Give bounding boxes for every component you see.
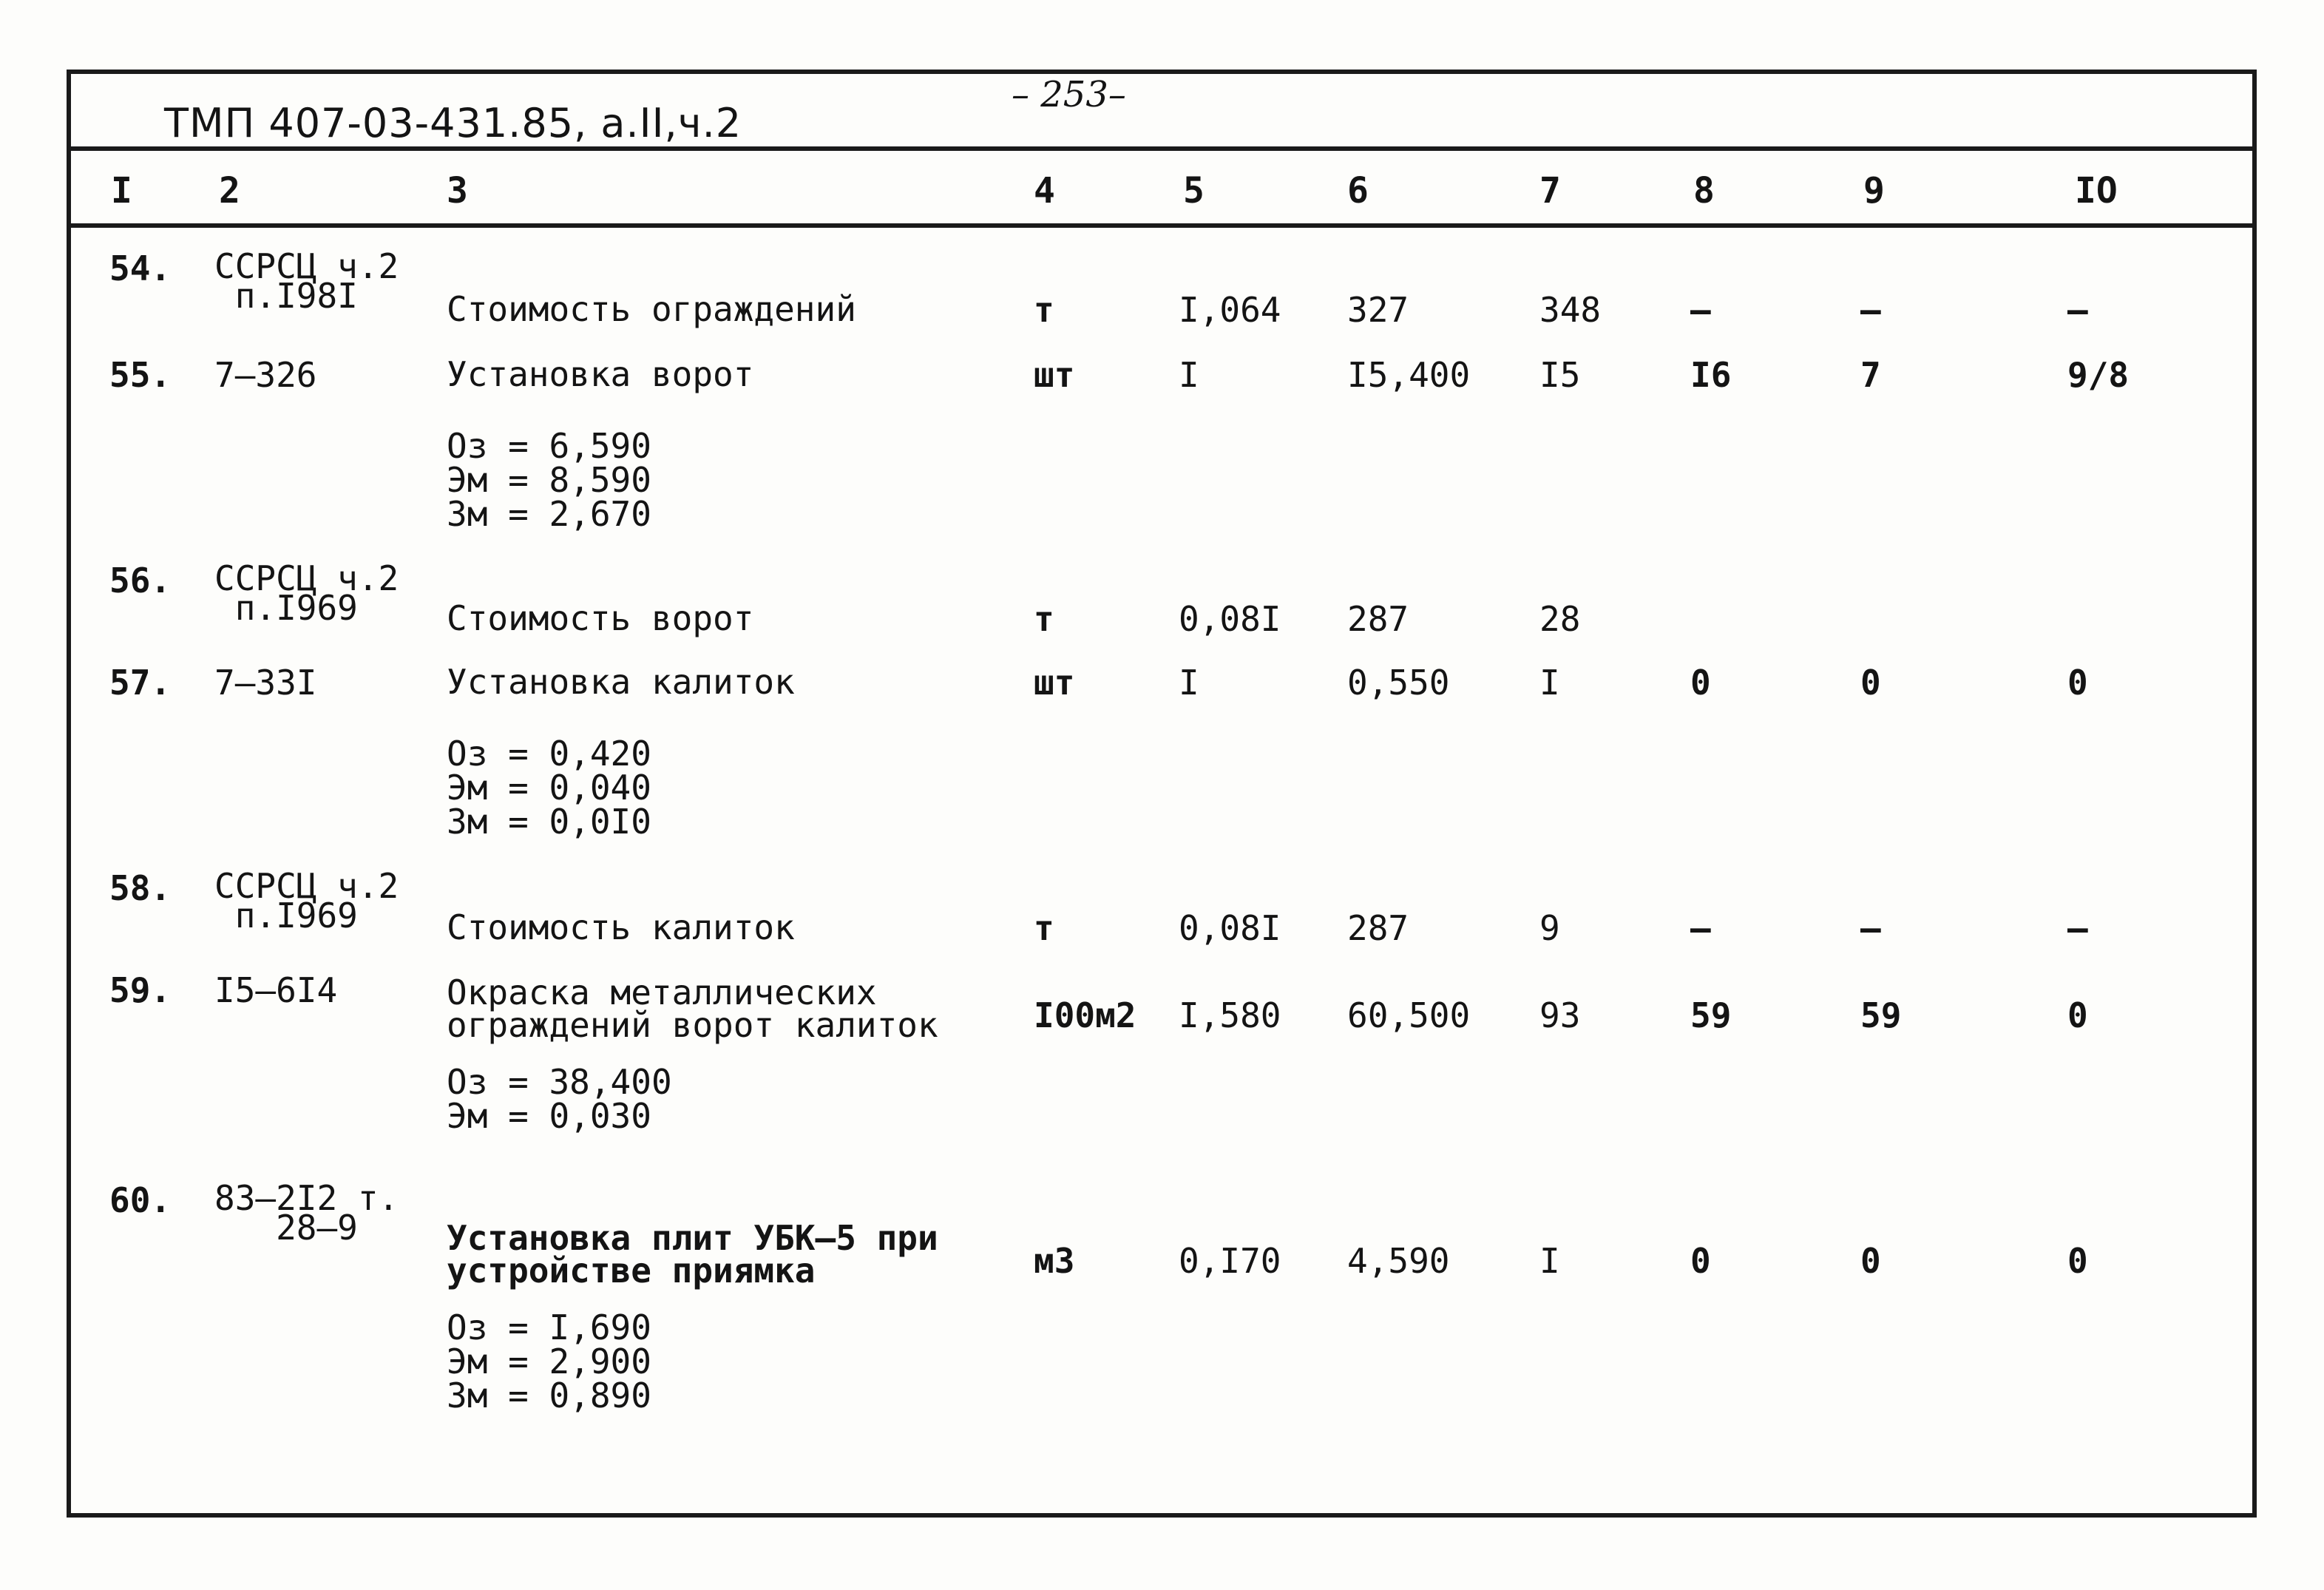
row-number: 59. (109, 970, 172, 1010)
row-unit-price: 287 (1347, 908, 1409, 948)
row-description: Стоимость ворот (447, 598, 754, 638)
column-header-4: 4 (1034, 170, 1055, 212)
row-code: ССРСЦ ч.2 п.I969 (214, 866, 399, 936)
row-number: 58. (109, 868, 172, 908)
row-col10: 0 (2067, 995, 2088, 1035)
row-code: 83–2I2 т. 28–9 (214, 1178, 399, 1248)
row-description: Установка калиток (447, 662, 795, 702)
row-code: ССРСЦ ч.2 п.I969 (214, 558, 399, 628)
row-unit-price: I5,400 (1347, 355, 1471, 395)
row-description: Установка ворот (447, 354, 754, 394)
column-header-5: 5 (1183, 170, 1205, 212)
row-formula: Оз = 0,420 Эм = 0,040 Зм = 0,0I0 (447, 734, 651, 842)
row-description: Стоимость калиток (447, 907, 795, 947)
row-col9: 7 (1860, 355, 1881, 395)
document-reference-part: а.II,ч.2 (600, 100, 742, 151)
row-quantity: I (1179, 355, 1199, 395)
row-col8: 59 (1690, 995, 1732, 1035)
row-unit-price: 327 (1347, 290, 1409, 330)
row-code: 7–33I (214, 663, 317, 703)
row-number: 56. (109, 561, 172, 601)
column-header-6: 6 (1347, 170, 1369, 212)
row-unit: т (1034, 908, 1054, 948)
column-header-8: 8 (1693, 170, 1715, 212)
row-col9: 59 (1860, 995, 1902, 1035)
row-total: 9 (1539, 908, 1560, 948)
row-code: 7–326 (214, 355, 317, 395)
row-unit: м3 (1034, 1241, 1075, 1281)
row-total: 348 (1539, 290, 1602, 330)
document-reference-prefix: ТМП 407-03-431.85, (164, 100, 601, 146)
row-formula: Оз = 6,590 Эм = 8,590 Зм = 2,670 (447, 426, 651, 534)
row-total: 93 (1539, 995, 1581, 1035)
row-unit-price: 60,500 (1347, 995, 1471, 1035)
row-description: Окраска металлических ограждений ворот калиток (447, 972, 938, 1045)
row-col8: – (1690, 908, 1711, 948)
row-code: ССРСЦ ч.2 п.I98I (214, 246, 399, 316)
row-quantity: 0,08I (1179, 599, 1281, 639)
page-number: – 253– (1012, 74, 1126, 115)
row-unit: I00м2 (1034, 995, 1136, 1035)
row-col10: 0 (2067, 1241, 2088, 1281)
row-col10: 0 (2067, 663, 2088, 703)
row-unit: шт (1034, 663, 1075, 703)
row-col8: – (1690, 290, 1711, 330)
row-col8: I6 (1690, 355, 1732, 395)
row-description: Установка плит УБК–5 при устройстве приямка (447, 1218, 938, 1290)
row-total: I (1539, 663, 1560, 703)
row-code: I5–6I4 (214, 970, 338, 1010)
row-total: I5 (1539, 355, 1581, 395)
row-quantity: 0,I70 (1179, 1241, 1281, 1281)
row-number: 60. (109, 1180, 172, 1220)
row-col8: 0 (1690, 1241, 1711, 1281)
row-description: Стоимость ограждений (447, 289, 856, 329)
row-number: 55. (109, 355, 172, 395)
row-total: I (1539, 1241, 1560, 1281)
column-header-1: I (111, 170, 132, 212)
row-col9: – (1860, 908, 1881, 948)
document-reference (164, 100, 742, 146)
row-unit-price: 0,550 (1347, 663, 1450, 703)
row-unit: шт (1034, 355, 1075, 395)
column-header-10: IO (2075, 170, 2118, 212)
row-col10: – (2067, 290, 2088, 330)
row-col10: – (2067, 908, 2088, 948)
row-quantity: I (1179, 663, 1199, 703)
row-quantity: 0,08I (1179, 908, 1281, 948)
row-unit: т (1034, 290, 1054, 330)
row-number: 57. (109, 663, 172, 703)
row-unit: т (1034, 599, 1054, 639)
row-col9: 0 (1860, 663, 1881, 703)
row-col10: 9/8 (2067, 355, 2130, 395)
row-unit-price: 4,590 (1347, 1241, 1450, 1281)
column-header-3: 3 (447, 170, 468, 212)
row-col8: 0 (1690, 663, 1711, 703)
column-header-2: 2 (219, 170, 240, 212)
row-quantity: I,580 (1179, 995, 1281, 1035)
row-formula: Оз = 38,400 Эм = 0,030 (447, 1062, 672, 1136)
row-col9: – (1860, 290, 1881, 330)
header-divider (67, 146, 2257, 151)
row-quantity: I,064 (1179, 290, 1281, 330)
column-header-divider (67, 223, 2257, 228)
row-col9: 0 (1860, 1241, 1881, 1281)
row-number: 54. (109, 248, 172, 288)
row-unit-price: 287 (1347, 599, 1409, 639)
row-total: 28 (1539, 599, 1581, 639)
column-header-7: 7 (1539, 170, 1561, 212)
column-header-9: 9 (1863, 170, 1885, 212)
row-formula: Оз = I,690 Эм = 2,900 Зм = 0,890 (447, 1307, 651, 1415)
